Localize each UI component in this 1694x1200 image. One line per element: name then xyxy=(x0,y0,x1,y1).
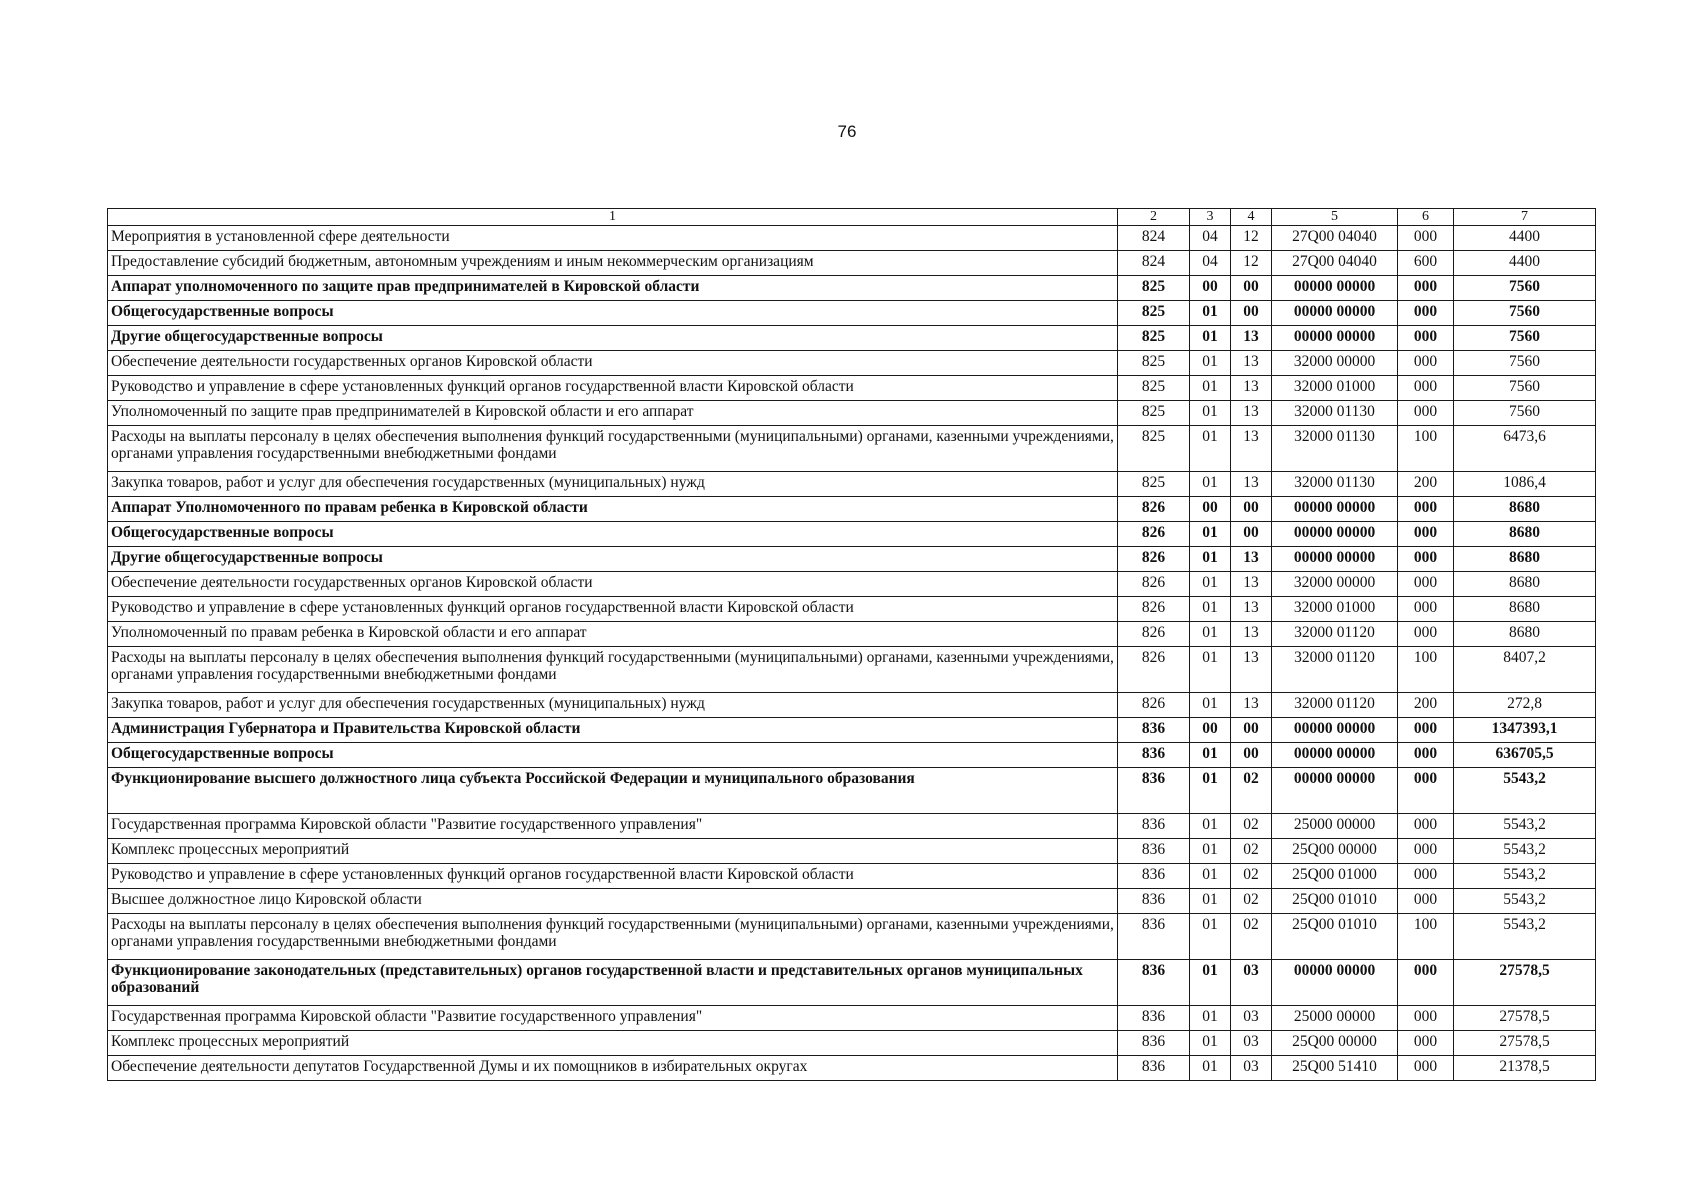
row-subsection-cell: 13 xyxy=(1231,376,1272,401)
row-subsection-cell: 03 xyxy=(1231,1056,1272,1081)
row-section-cell: 01 xyxy=(1190,622,1231,647)
row-sum-cell: 27578,5 xyxy=(1454,1006,1596,1031)
row-grbs-cell: 825 xyxy=(1118,472,1190,497)
row-subsection-cell: 12 xyxy=(1231,226,1272,251)
row-subsection-cell: 03 xyxy=(1231,960,1272,1006)
row-target-article-cell: 00000 00000 xyxy=(1272,768,1398,814)
row-section-cell: 01 xyxy=(1190,647,1231,693)
row-name-cell: Общегосударственные вопросы xyxy=(108,522,1118,547)
row-target-article-cell: 00000 00000 xyxy=(1272,326,1398,351)
row-sum-cell: 7560 xyxy=(1454,326,1596,351)
row-grbs-cell: 826 xyxy=(1118,622,1190,647)
row-section-cell: 01 xyxy=(1190,522,1231,547)
row-sum-cell: 7560 xyxy=(1454,276,1596,301)
row-subsection-cell: 02 xyxy=(1231,889,1272,914)
row-sum-cell: 1347393,1 xyxy=(1454,718,1596,743)
table-header-row xyxy=(108,209,1596,226)
row-subsection-cell: 02 xyxy=(1231,864,1272,889)
row-subsection-cell: 02 xyxy=(1231,839,1272,864)
row-target-article-cell: 00000 00000 xyxy=(1272,743,1398,768)
row-section-cell: 01 xyxy=(1190,743,1231,768)
row-name-cell: Руководство и управление в сфере установленных функций органов государственной власти Кировской области xyxy=(108,864,1118,889)
row-expense-type-cell: 000 xyxy=(1398,572,1454,597)
row-name-cell: Аппарат уполномоченного по защите прав предпринимателей в Кировской области xyxy=(108,276,1118,301)
row-target-article-cell: 25Q00 01000 xyxy=(1272,864,1398,889)
row-grbs-cell: 836 xyxy=(1118,768,1190,814)
row-name-cell: Уполномоченный по защите прав предпринимателей в Кировской области и его аппарат xyxy=(108,401,1118,426)
row-grbs-cell: 836 xyxy=(1118,864,1190,889)
row-grbs-cell: 826 xyxy=(1118,597,1190,622)
row-grbs-cell: 826 xyxy=(1118,522,1190,547)
table-row xyxy=(108,647,1596,693)
row-grbs-cell: 825 xyxy=(1118,301,1190,326)
row-sum-cell: 4400 xyxy=(1454,251,1596,276)
row-section-cell: 01 xyxy=(1190,351,1231,376)
column-header: 4 xyxy=(1231,209,1272,226)
row-expense-type-cell: 000 xyxy=(1398,889,1454,914)
row-sum-cell: 8680 xyxy=(1454,547,1596,572)
row-expense-type-cell: 200 xyxy=(1398,693,1454,718)
row-name-cell: Закупка товаров, работ и услуг для обеспечения государственных (муниципальных) нужд xyxy=(108,693,1118,718)
row-target-article-cell: 32000 01120 xyxy=(1272,622,1398,647)
row-expense-type-cell: 000 xyxy=(1398,814,1454,839)
row-subsection-cell: 03 xyxy=(1231,1006,1272,1031)
column-header: 3 xyxy=(1190,209,1231,226)
row-name-cell: Аппарат Уполномоченного по правам ребенка в Кировской области xyxy=(108,497,1118,522)
row-grbs-cell: 824 xyxy=(1118,226,1190,251)
table-row xyxy=(108,597,1596,622)
row-grbs-cell: 826 xyxy=(1118,647,1190,693)
row-expense-type-cell: 100 xyxy=(1398,426,1454,472)
row-expense-type-cell: 000 xyxy=(1398,1006,1454,1031)
row-section-cell: 01 xyxy=(1190,914,1231,960)
row-section-cell: 01 xyxy=(1190,889,1231,914)
table-row xyxy=(108,301,1596,326)
row-target-article-cell: 25Q00 01010 xyxy=(1272,889,1398,914)
row-section-cell: 01 xyxy=(1190,864,1231,889)
row-expense-type-cell: 000 xyxy=(1398,718,1454,743)
row-target-article-cell: 25Q00 01010 xyxy=(1272,914,1398,960)
row-grbs-cell: 836 xyxy=(1118,718,1190,743)
row-target-article-cell: 32000 01000 xyxy=(1272,376,1398,401)
row-sum-cell: 272,8 xyxy=(1454,693,1596,718)
table-row xyxy=(108,276,1596,301)
page-number: 76 xyxy=(837,122,857,141)
row-subsection-cell: 00 xyxy=(1231,301,1272,326)
row-name-cell: Расходы на выплаты персоналу в целях обеспечения выполнения функций государственными (муниципальными) органами, казенными учреждениями, органами управления государственными внебюджетными фондами xyxy=(108,426,1118,472)
row-target-article-cell: 00000 00000 xyxy=(1272,960,1398,1006)
row-grbs-cell: 824 xyxy=(1118,251,1190,276)
row-sum-cell: 6473,6 xyxy=(1454,426,1596,472)
row-grbs-cell: 836 xyxy=(1118,743,1190,768)
table-row xyxy=(108,226,1596,251)
table-row xyxy=(108,914,1596,960)
row-sum-cell: 4400 xyxy=(1454,226,1596,251)
row-grbs-cell: 825 xyxy=(1118,401,1190,426)
table-row xyxy=(108,1006,1596,1031)
row-target-article-cell: 25Q00 00000 xyxy=(1272,839,1398,864)
column-header: 1 xyxy=(108,209,1118,226)
table-row xyxy=(108,426,1596,472)
row-grbs-cell: 825 xyxy=(1118,376,1190,401)
row-section-cell: 01 xyxy=(1190,1031,1231,1056)
row-expense-type-cell: 100 xyxy=(1398,914,1454,960)
row-expense-type-cell: 000 xyxy=(1398,768,1454,814)
row-target-article-cell: 32000 01120 xyxy=(1272,647,1398,693)
table-row xyxy=(108,351,1596,376)
row-section-cell: 00 xyxy=(1190,718,1231,743)
row-section-cell: 01 xyxy=(1190,597,1231,622)
row-sum-cell: 5543,2 xyxy=(1454,889,1596,914)
table-row xyxy=(108,401,1596,426)
row-subsection-cell: 13 xyxy=(1231,572,1272,597)
row-sum-cell: 5543,2 xyxy=(1454,839,1596,864)
row-name-cell: Общегосударственные вопросы xyxy=(108,301,1118,326)
row-sum-cell: 5543,2 xyxy=(1454,814,1596,839)
row-grbs-cell: 825 xyxy=(1118,351,1190,376)
row-section-cell: 01 xyxy=(1190,301,1231,326)
row-section-cell: 00 xyxy=(1190,497,1231,522)
row-section-cell: 01 xyxy=(1190,960,1231,1006)
row-expense-type-cell: 000 xyxy=(1398,1031,1454,1056)
table-row xyxy=(108,547,1596,572)
row-expense-type-cell: 000 xyxy=(1398,376,1454,401)
row-name-cell: Обеспечение деятельности государственных органов Кировской области xyxy=(108,351,1118,376)
row-subsection-cell: 13 xyxy=(1231,547,1272,572)
row-name-cell: Общегосударственные вопросы xyxy=(108,743,1118,768)
row-subsection-cell: 13 xyxy=(1231,597,1272,622)
row-subsection-cell: 13 xyxy=(1231,351,1272,376)
row-expense-type-cell: 000 xyxy=(1398,497,1454,522)
row-expense-type-cell: 100 xyxy=(1398,647,1454,693)
row-expense-type-cell: 000 xyxy=(1398,301,1454,326)
row-target-article-cell: 25Q00 00000 xyxy=(1272,1031,1398,1056)
row-grbs-cell: 836 xyxy=(1118,889,1190,914)
row-expense-type-cell: 000 xyxy=(1398,864,1454,889)
row-target-article-cell: 00000 00000 xyxy=(1272,497,1398,522)
row-sum-cell: 5543,2 xyxy=(1454,768,1596,814)
table-row xyxy=(108,889,1596,914)
row-name-cell: Уполномоченный по правам ребенка в Кировской области и его аппарат xyxy=(108,622,1118,647)
row-sum-cell: 8680 xyxy=(1454,572,1596,597)
row-section-cell: 01 xyxy=(1190,693,1231,718)
row-name-cell: Расходы на выплаты персоналу в целях обеспечения выполнения функций государственными (муниципальными) органами, казенными учреждениями, органами управления государственными внебюджетными фондами xyxy=(108,914,1118,960)
row-sum-cell: 7560 xyxy=(1454,401,1596,426)
row-section-cell: 01 xyxy=(1190,768,1231,814)
row-sum-cell: 8407,2 xyxy=(1454,647,1596,693)
column-header: 5 xyxy=(1272,209,1398,226)
row-subsection-cell: 13 xyxy=(1231,426,1272,472)
row-grbs-cell: 836 xyxy=(1118,1006,1190,1031)
row-target-article-cell: 00000 00000 xyxy=(1272,276,1398,301)
row-target-article-cell: 32000 00000 xyxy=(1272,572,1398,597)
row-subsection-cell: 00 xyxy=(1231,276,1272,301)
row-target-article-cell: 25000 00000 xyxy=(1272,814,1398,839)
row-section-cell: 01 xyxy=(1190,401,1231,426)
row-name-cell: Обеспечение деятельности депутатов Государственной Думы и их помощников в избирательных округах xyxy=(108,1056,1118,1081)
row-section-cell: 04 xyxy=(1190,251,1231,276)
table-row xyxy=(108,497,1596,522)
column-header: 7 xyxy=(1454,209,1596,226)
row-target-article-cell: 00000 00000 xyxy=(1272,718,1398,743)
row-target-article-cell: 25Q00 51410 xyxy=(1272,1056,1398,1081)
row-expense-type-cell: 000 xyxy=(1398,351,1454,376)
row-grbs-cell: 826 xyxy=(1118,693,1190,718)
table-row xyxy=(108,326,1596,351)
row-name-cell: Мероприятия в установленной сфере деятельности xyxy=(108,226,1118,251)
table-row xyxy=(108,768,1596,814)
row-subsection-cell: 12 xyxy=(1231,251,1272,276)
row-name-cell: Высшее должностное лицо Кировской области xyxy=(108,889,1118,914)
row-sum-cell: 8680 xyxy=(1454,497,1596,522)
row-sum-cell: 7560 xyxy=(1454,376,1596,401)
row-name-cell: Функционирование законодательных (представительных) органов государственной власти и представительных органов муниципальных образований xyxy=(108,960,1118,1006)
table-row xyxy=(108,472,1596,497)
row-expense-type-cell: 000 xyxy=(1398,226,1454,251)
table-row xyxy=(108,376,1596,401)
row-sum-cell: 1086,4 xyxy=(1454,472,1596,497)
row-target-article-cell: 32000 00000 xyxy=(1272,351,1398,376)
row-name-cell: Обеспечение деятельности государственных органов Кировской области xyxy=(108,572,1118,597)
row-subsection-cell: 02 xyxy=(1231,814,1272,839)
row-subsection-cell: 00 xyxy=(1231,743,1272,768)
row-expense-type-cell: 000 xyxy=(1398,401,1454,426)
row-section-cell: 04 xyxy=(1190,226,1231,251)
row-section-cell: 00 xyxy=(1190,276,1231,301)
row-name-cell: Другие общегосударственные вопросы xyxy=(108,547,1118,572)
row-grbs-cell: 836 xyxy=(1118,914,1190,960)
row-name-cell: Другие общегосударственные вопросы xyxy=(108,326,1118,351)
row-sum-cell: 8680 xyxy=(1454,522,1596,547)
row-subsection-cell: 02 xyxy=(1231,768,1272,814)
row-section-cell: 01 xyxy=(1190,1056,1231,1081)
table-row xyxy=(108,572,1596,597)
row-sum-cell: 7560 xyxy=(1454,301,1596,326)
row-target-article-cell: 25000 00000 xyxy=(1272,1006,1398,1031)
row-expense-type-cell: 000 xyxy=(1398,622,1454,647)
row-target-article-cell: 32000 01130 xyxy=(1272,426,1398,472)
row-expense-type-cell: 000 xyxy=(1398,1056,1454,1081)
row-target-article-cell: 32000 01130 xyxy=(1272,401,1398,426)
row-target-article-cell: 27Q00 04040 xyxy=(1272,226,1398,251)
row-expense-type-cell: 000 xyxy=(1398,839,1454,864)
row-name-cell: Руководство и управление в сфере установленных функций органов государственной власти Кировской области xyxy=(108,597,1118,622)
row-sum-cell: 5543,2 xyxy=(1454,914,1596,960)
row-grbs-cell: 836 xyxy=(1118,960,1190,1006)
table-row xyxy=(108,251,1596,276)
table-row xyxy=(108,743,1596,768)
table-row xyxy=(108,864,1596,889)
row-grbs-cell: 826 xyxy=(1118,497,1190,522)
row-grbs-cell: 836 xyxy=(1118,1056,1190,1081)
table-row xyxy=(108,693,1596,718)
row-expense-type-cell: 600 xyxy=(1398,251,1454,276)
table-row xyxy=(108,718,1596,743)
row-section-cell: 01 xyxy=(1190,1006,1231,1031)
row-target-article-cell: 00000 00000 xyxy=(1272,522,1398,547)
table-row xyxy=(108,839,1596,864)
row-expense-type-cell: 000 xyxy=(1398,522,1454,547)
row-name-cell: Комплекс процессных мероприятий xyxy=(108,839,1118,864)
row-subsection-cell: 13 xyxy=(1231,647,1272,693)
table-row xyxy=(108,960,1596,1006)
row-grbs-cell: 826 xyxy=(1118,572,1190,597)
row-grbs-cell: 836 xyxy=(1118,1031,1190,1056)
row-section-cell: 01 xyxy=(1190,426,1231,472)
row-sum-cell: 27578,5 xyxy=(1454,960,1596,1006)
row-section-cell: 01 xyxy=(1190,547,1231,572)
row-section-cell: 01 xyxy=(1190,839,1231,864)
table-row xyxy=(108,1056,1596,1081)
row-sum-cell: 21378,5 xyxy=(1454,1056,1596,1081)
row-target-article-cell: 32000 01120 xyxy=(1272,693,1398,718)
table-row xyxy=(108,522,1596,547)
row-name-cell: Функционирование высшего должностного лица субъекта Российской Федерации и муниципального образования xyxy=(108,768,1118,814)
row-section-cell: 01 xyxy=(1190,572,1231,597)
row-expense-type-cell: 000 xyxy=(1398,276,1454,301)
row-target-article-cell: 00000 00000 xyxy=(1272,547,1398,572)
row-sum-cell: 27578,5 xyxy=(1454,1031,1596,1056)
row-sum-cell: 5543,2 xyxy=(1454,864,1596,889)
row-grbs-cell: 826 xyxy=(1118,547,1190,572)
row-section-cell: 01 xyxy=(1190,376,1231,401)
row-sum-cell: 636705,5 xyxy=(1454,743,1596,768)
row-subsection-cell: 00 xyxy=(1231,497,1272,522)
row-target-article-cell: 27Q00 04040 xyxy=(1272,251,1398,276)
row-name-cell: Администрация Губернатора и Правительства Кировской области xyxy=(108,718,1118,743)
table-row xyxy=(108,814,1596,839)
row-expense-type-cell: 000 xyxy=(1398,597,1454,622)
row-grbs-cell: 825 xyxy=(1118,276,1190,301)
row-subsection-cell: 03 xyxy=(1231,1031,1272,1056)
row-name-cell: Закупка товаров, работ и услуг для обеспечения государственных (муниципальных) нужд xyxy=(108,472,1118,497)
row-expense-type-cell: 000 xyxy=(1398,547,1454,572)
row-grbs-cell: 825 xyxy=(1118,326,1190,351)
row-subsection-cell: 13 xyxy=(1231,472,1272,497)
row-expense-type-cell: 000 xyxy=(1398,960,1454,1006)
row-expense-type-cell: 200 xyxy=(1398,472,1454,497)
table-row xyxy=(108,622,1596,647)
column-header: 2 xyxy=(1118,209,1190,226)
row-name-cell: Государственная программа Кировской области "Развитие государственного управления" xyxy=(108,1006,1118,1031)
row-name-cell: Предоставление субсидий бюджетным, автономным учреждениям и иным некоммерческим организациям xyxy=(108,251,1118,276)
budget-table xyxy=(107,208,1596,1081)
row-subsection-cell: 00 xyxy=(1231,718,1272,743)
row-name-cell: Расходы на выплаты персоналу в целях обеспечения выполнения функций государственными (муниципальными) органами, казенными учреждениями, органами управления государственными внебюджетными фондами xyxy=(108,647,1118,693)
row-name-cell: Государственная программа Кировской области "Развитие государственного управления" xyxy=(108,814,1118,839)
row-section-cell: 01 xyxy=(1190,814,1231,839)
row-name-cell: Руководство и управление в сфере установленных функций органов государственной власти Кировской области xyxy=(108,376,1118,401)
row-grbs-cell: 836 xyxy=(1118,814,1190,839)
column-header: 6 xyxy=(1398,209,1454,226)
row-subsection-cell: 02 xyxy=(1231,914,1272,960)
row-sum-cell: 8680 xyxy=(1454,622,1596,647)
row-grbs-cell: 825 xyxy=(1118,426,1190,472)
row-subsection-cell: 00 xyxy=(1231,522,1272,547)
row-sum-cell: 7560 xyxy=(1454,351,1596,376)
row-section-cell: 01 xyxy=(1190,326,1231,351)
table-body xyxy=(108,226,1596,1081)
row-target-article-cell: 32000 01000 xyxy=(1272,597,1398,622)
row-name-cell: Комплекс процессных мероприятий xyxy=(108,1031,1118,1056)
row-target-article-cell: 32000 01130 xyxy=(1272,472,1398,497)
row-sum-cell: 8680 xyxy=(1454,597,1596,622)
row-grbs-cell: 836 xyxy=(1118,839,1190,864)
row-target-article-cell: 00000 00000 xyxy=(1272,301,1398,326)
row-subsection-cell: 13 xyxy=(1231,401,1272,426)
row-subsection-cell: 13 xyxy=(1231,693,1272,718)
row-expense-type-cell: 000 xyxy=(1398,743,1454,768)
row-subsection-cell: 13 xyxy=(1231,326,1272,351)
row-subsection-cell: 13 xyxy=(1231,622,1272,647)
table-row xyxy=(108,1031,1596,1056)
row-expense-type-cell: 000 xyxy=(1398,326,1454,351)
row-section-cell: 01 xyxy=(1190,472,1231,497)
